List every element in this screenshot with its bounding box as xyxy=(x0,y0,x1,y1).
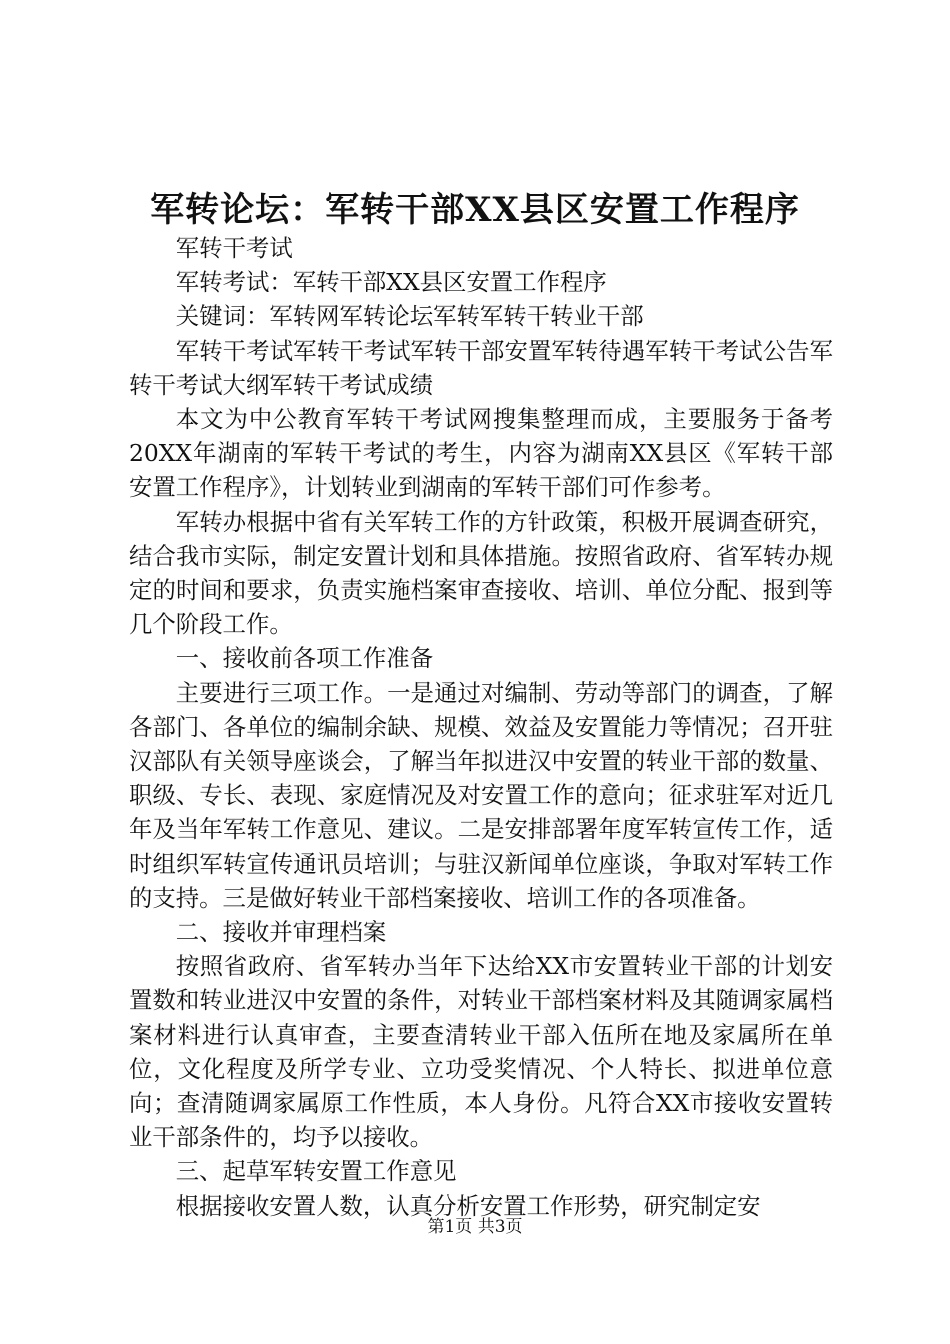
paragraph-overview: 军转办根据中省有关军转工作的方针政策，积极开展调查研究，结合我市实际，制定安置计划和具体措施。按照省政府、省军转办规定的时间和要求，负责实施档案审查接收、培训、单位分配、报到等几个阶段工作。 xyxy=(129,507,833,639)
paragraph-section-1: 主要进行三项工作。一是通过对编制、劳动等部门的调查，了解各部门、各单位的编制余缺、规模、效益及安置能力等情况；召开驻汉部队有关领导座谈会，了解当年拟进汉中安置的转业干部的数量、职级、专长、表现、家庭情况及对安置工作的意向；征求驻军对近几年及当年军转工作意见、建议。二是安排部署年度军转宣传工作，适时组织军转宣传通讯员培训；与驻汉新闻单位座谈，争取对军转工作的支持。三是做好转业干部档案接收、培训工作的各项准备。 xyxy=(129,678,833,912)
section-heading-3: 三、起草军转安置工作意见 xyxy=(175,1157,457,1186)
paragraph-exam-title: 军转考试：军转干部XX县区安置工作程序 xyxy=(175,268,607,297)
paragraph-intro: 本文为中公教育军转干考试网搜集整理而成，主要服务于备考20XX年湖南的军转干考试的考生，内容为湖南XX县区《军转干部安置工作程序》，计划转业到湖南的军转干部们可作参考。 xyxy=(129,405,833,502)
paragraph-keywords: 关键词：军转网军转论坛军转军转干转业干部 xyxy=(175,302,644,331)
paragraph-section-3: 根据接收安置人数，认真分析安置工作形势，研究制定安 xyxy=(175,1191,761,1220)
section-heading-1: 一、接收前各项工作准备 xyxy=(175,644,434,673)
document-title: 军转论坛：军转干部XX县区安置工作程序 xyxy=(150,190,800,230)
document-body xyxy=(129,231,833,1223)
paragraph-tags: 军转干考试军转干考试军转干部安置军转待遇军转干考试公告军转干考试大纲军转干考试成绩 xyxy=(129,336,833,399)
paragraph-subject: 军转干考试 xyxy=(175,234,293,262)
paragraph-section-2: 按照省政府、省军转办当年下达给XX市安置转业干部的计划安置数和转业进汉中安置的条件，对转业干部档案材料及其随调家属档案材料进行认真审查，主要查清转业干部入伍所在地及家属所在单位，文化程度及所学专业、立功受奖情况、个人特长、拟进单位意向；查清随调家属原工作性质，本人身份。凡符合XX市接收安置转业干部条件的，均予以接收。 xyxy=(129,952,833,1152)
section-heading-2: 二、接收并审理档案 xyxy=(175,918,387,947)
page-footer: 第1页 共3页 xyxy=(427,1217,523,1237)
